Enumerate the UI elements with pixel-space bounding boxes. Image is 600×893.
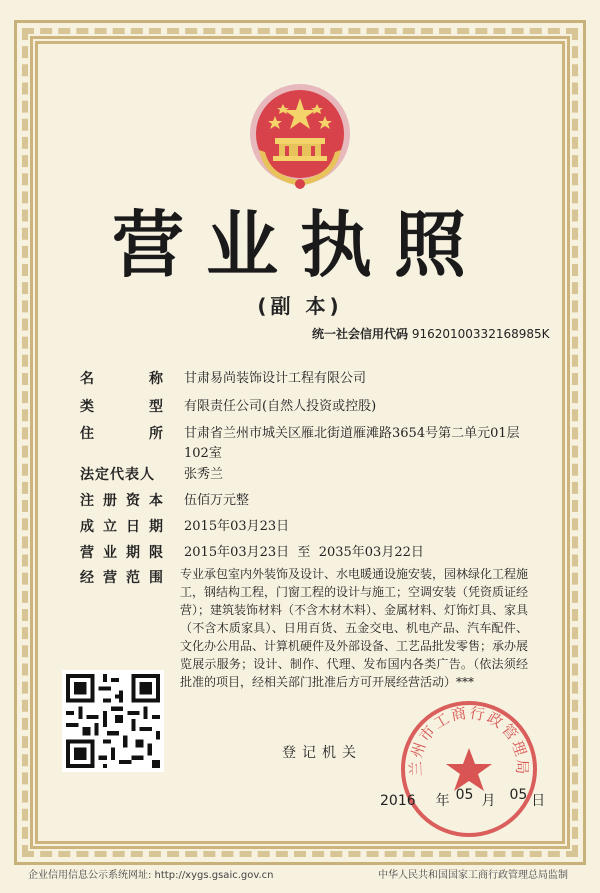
document-title: 营业执照	[111, 203, 488, 287]
field-label: 类 型	[80, 399, 164, 415]
svg-text:兰州市工商行政管理局: 兰州市工商行政管理局	[406, 703, 532, 777]
field-value-company-name: 甘肃易尚装饰设计工程有限公司	[184, 371, 367, 386]
credit-code-label: 统一社会信用代码	[312, 327, 409, 341]
issue-date	[380, 787, 546, 810]
issue-day: 05	[509, 787, 528, 803]
year-unit: 年	[435, 793, 450, 809]
field-label: 成 立 日 期	[80, 519, 164, 535]
field-value-address: 甘肃省兰州市城关区雁北街道雁滩路3654号第二单元01层102室	[184, 426, 520, 461]
field-value-legal-rep: 张秀兰	[184, 467, 224, 482]
field-label: 营 业 期 限	[80, 545, 164, 561]
month-unit: 月	[481, 793, 496, 809]
issue-month: 05	[455, 787, 474, 803]
registration-authority: 登记机关	[282, 745, 362, 761]
field-value-founded: 2015年03月23日	[184, 519, 290, 534]
business-scope-text: 专业承包室内外装饰及设计、水电暖通设施安装，园林绿化工程施工，钢结构工程，门窗工程的设计与施工；空调安装（凭资质证经营）；建筑装饰材料（不含木材木料）、金属材料、灯饰灯具、家具（不含木质家具）、日用百货、五金交电、机电产品、汽车配件、文化办公用品、计算机硬件及外部设备、工艺品批发零售；承办展览展示服务；设计、制作、代理、发布国内各类广告。（依法须经批准的项目，经相关部门批准后方可开展经营活动）***	[180, 567, 529, 689]
footer-website: 企业信用信息公示系统网址: http://xygs.gsaic.gov.cn	[28, 870, 274, 881]
field-label: 注 册 资 本	[80, 493, 164, 509]
field-label: 住 所	[80, 426, 164, 442]
national-emblem-icon	[245, 80, 355, 192]
document-subtitle: (副 本)	[257, 294, 343, 318]
credit-code	[312, 325, 550, 342]
field-value-capital: 伍佰万元整	[184, 493, 250, 508]
field-value-term: 2015年03月23日 至 2035年03月22日	[184, 545, 424, 560]
field-label: 名 称	[80, 371, 164, 387]
field-label: 法定代表人	[80, 467, 155, 483]
issue-year: 2016	[380, 793, 416, 809]
credit-code-value: 91620100332168985K	[411, 327, 550, 341]
qr-code-icon[interactable]	[62, 670, 164, 772]
field-label: 经 营 范 围	[80, 570, 164, 586]
official-seal-icon	[398, 698, 540, 840]
field-value-company-type: 有限责任公司(自然人投资或控股)	[184, 399, 377, 414]
footer-issuer: 中华人民共和国国家工商行政管理总局监制	[378, 870, 568, 881]
day-unit: 日	[531, 793, 546, 809]
